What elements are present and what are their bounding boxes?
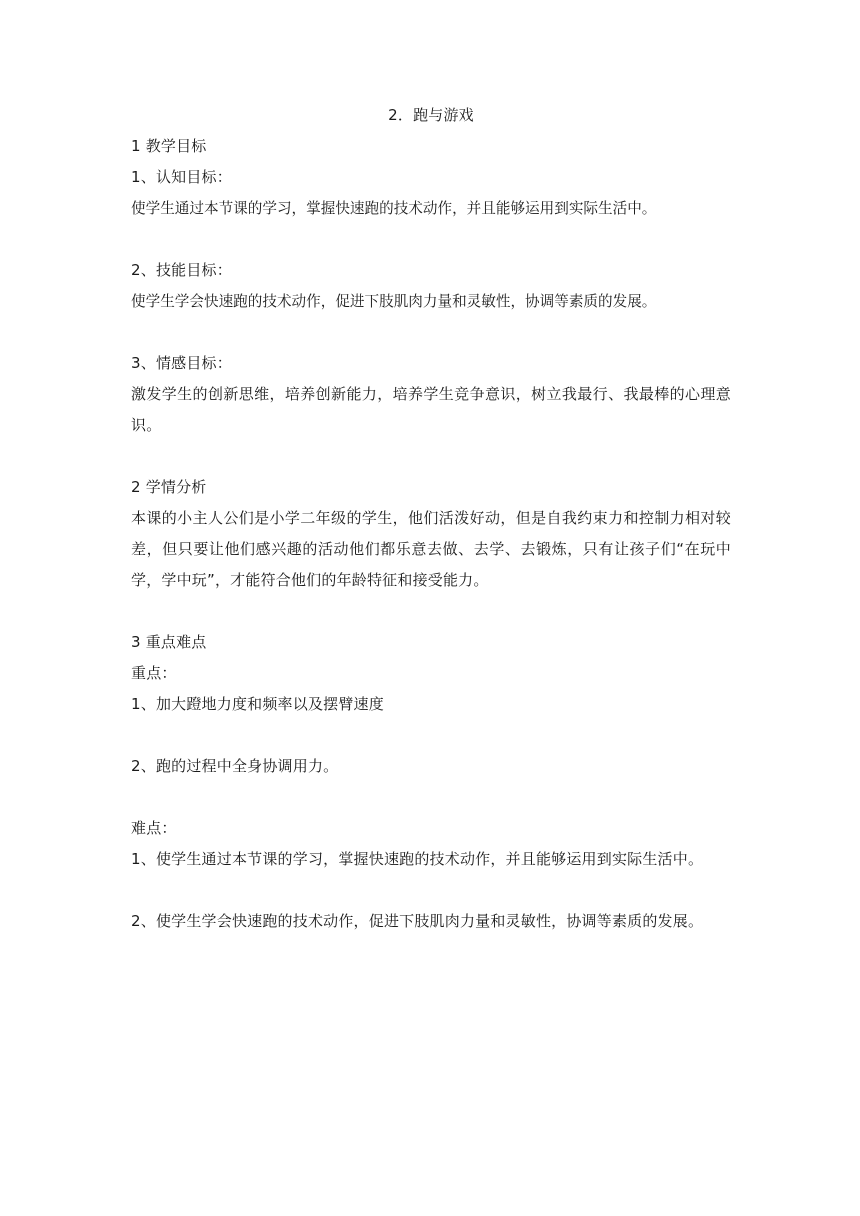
section-heading-teaching-goals: 1 教学目标 [131, 137, 207, 155]
spacer [131, 224, 731, 255]
goal-cognitive-text: 使学生通过本节课的学习，掌握快速跑的技术动作，并且能够运用到实际生活中。 [131, 200, 657, 217]
spacer [131, 596, 731, 627]
difficult-point-2: 2、使学生学会快速跑的技术动作，促进下肢肌肉力量和灵敏性，协调等素质的发展。 [131, 912, 704, 930]
section-heading-key-difficulties: 3 重点难点 [131, 633, 207, 651]
goal-skill-heading: 2、技能目标： [131, 261, 232, 279]
difficult-points-label: 难点： [131, 819, 177, 837]
spacer [131, 875, 731, 906]
document-body [131, 100, 731, 937]
key-point-1: 1、加大蹬地力度和频率以及摆臂速度 [131, 695, 384, 713]
spacer [131, 782, 731, 813]
spacer [131, 720, 731, 751]
spacer [131, 317, 731, 348]
goal-emotion-text: 激发学生的创新思维，培养创新能力，培养学生竞争意识，树立我最行、我最棒的心理意识。 [131, 385, 731, 434]
goal-skill-text: 使学生学会快速跑的技术动作，促进下肢肌肉力量和灵敏性，协调等素质的发展。 [131, 293, 657, 310]
document-title: 2．跑与游戏 [388, 106, 474, 124]
goal-emotion-heading: 3、情感目标： [131, 354, 232, 372]
student-analysis-text: 本课的小主人公们是小学二年级的学生，他们活泼好动，但是自我约束力和控制力相对较差，但只要让他们感兴趣的活动他们都乐意去做、去学、去锻炼，只有让孩子们“在玩中学，学中玩”，才能符合他们的年龄特征和接受能力。 [131, 509, 731, 589]
spacer [131, 441, 731, 472]
key-point-2: 2、跑的过程中全身协调用力。 [131, 757, 339, 775]
goal-cognitive-heading: 1、认知目标： [131, 168, 232, 186]
section-heading-student-analysis: 2 学情分析 [131, 478, 207, 496]
difficult-point-1: 1、使学生通过本节课的学习，掌握快速跑的技术动作，并且能够运用到实际生活中。 [131, 850, 704, 868]
key-points-label: 重点： [131, 664, 177, 682]
